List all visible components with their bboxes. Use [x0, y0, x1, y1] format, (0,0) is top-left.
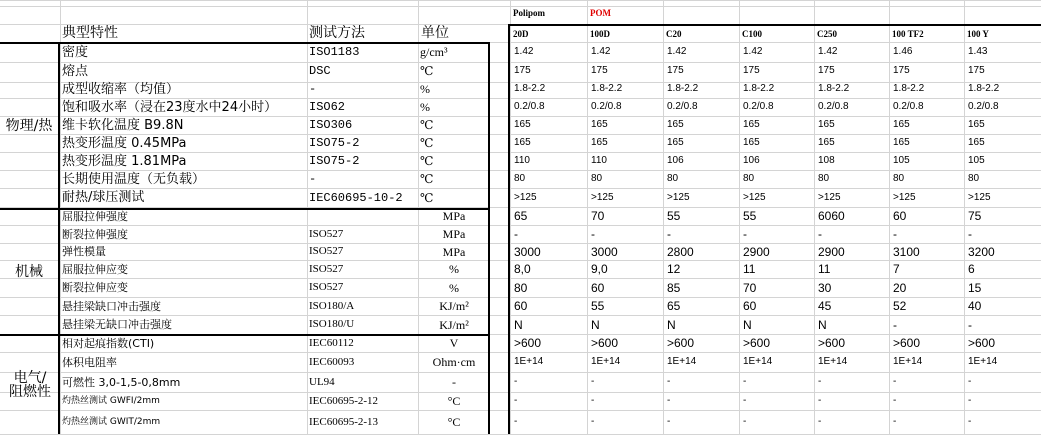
value-cell[interactable]: 7 — [893, 262, 900, 276]
property-name-cell[interactable]: 耐热/球压测试 — [62, 190, 145, 205]
brand-polipom-label: Polipom — [513, 7, 546, 18]
value-cell[interactable]: 1.8-2.2 — [818, 83, 850, 94]
brand-pom-label: POM — [590, 7, 611, 18]
test-method-cell[interactable]: IEC60695-10-2 — [309, 190, 403, 205]
value-cell[interactable]: 1E+14 — [591, 356, 621, 367]
value-cell[interactable]: 108 — [818, 155, 835, 166]
value-cell[interactable]: 1.8-2.2 — [743, 83, 775, 94]
value-cell[interactable]: 20 — [893, 280, 907, 295]
value-cell[interactable]: - — [968, 317, 972, 332]
property-name-cell[interactable]: 热变形温度 1.81MPa — [62, 153, 187, 169]
value-cell[interactable]: >600 — [743, 336, 771, 350]
value-cell[interactable]: - — [667, 227, 671, 241]
test-method-cell[interactable]: UL94 — [309, 375, 335, 388]
test-method-cell[interactable]: - — [309, 82, 317, 96]
value-cell[interactable]: 1E+14 — [968, 356, 998, 367]
grade-header: 100 TF2 — [892, 28, 924, 39]
value-cell[interactable]: 12 — [667, 262, 681, 276]
section-label-mechanical: 机械 — [15, 264, 43, 280]
value-cell[interactable]: >600 — [968, 336, 996, 350]
unit-cell[interactable]: % — [420, 82, 430, 96]
property-name-cell[interactable]: 相对起痕指数(CTI) — [62, 336, 155, 350]
value-cell[interactable]: 15 — [968, 280, 982, 295]
value-cell[interactable]: 40 — [968, 299, 982, 313]
value-cell[interactable]: 0.2/0.8 — [743, 101, 774, 112]
value-cell[interactable]: >600 — [591, 336, 619, 350]
value-cell[interactable]: 1E+14 — [743, 356, 773, 367]
value-cell[interactable]: - — [968, 416, 972, 427]
value-cell[interactable]: 175 — [667, 65, 684, 76]
value-cell[interactable]: - — [818, 227, 822, 241]
value-cell[interactable]: - — [968, 395, 972, 406]
property-name-cell[interactable]: 弹性模量 — [62, 245, 106, 258]
value-cell[interactable]: - — [818, 376, 822, 387]
value-cell[interactable]: - — [667, 416, 671, 427]
value-cell[interactable]: >125 — [743, 191, 766, 203]
grade-area-left-border — [508, 24, 510, 434]
value-cell[interactable]: >125 — [893, 191, 916, 203]
value-cell[interactable]: 3100 — [893, 244, 920, 259]
value-cell[interactable]: - — [818, 395, 822, 406]
grade-header: 100D — [590, 28, 610, 39]
value-cell[interactable]: >125 — [818, 191, 841, 203]
value-cell[interactable]: 2800 — [667, 244, 694, 259]
property-name-cell[interactable]: 饱和吸水率（浸在23度水中24小时） — [62, 99, 278, 115]
test-method-cell[interactable]: ISO180/A — [309, 299, 355, 312]
grade-header: 20D — [513, 28, 529, 39]
value-cell[interactable]: 60 — [893, 209, 907, 223]
value-cell[interactable]: 1.8-2.2 — [667, 83, 699, 94]
test-method-cell[interactable]: ISO62 — [309, 100, 346, 114]
value-cell[interactable]: N — [743, 317, 752, 332]
value-cell[interactable]: - — [514, 395, 518, 406]
unit-cell[interactable]: KJ/m² — [439, 317, 469, 332]
value-cell[interactable]: 0.2/0.8 — [514, 101, 545, 112]
value-cell[interactable]: - — [893, 376, 897, 387]
value-cell[interactable]: >125 — [514, 191, 537, 203]
property-name-cell[interactable]: 熔点 — [62, 63, 89, 79]
value-cell[interactable]: - — [514, 227, 518, 241]
value-cell[interactable]: - — [968, 376, 972, 387]
property-name-cell[interactable]: 灼热丝测试 GWFI/2mm — [62, 395, 160, 406]
value-cell[interactable]: 165 — [818, 137, 835, 148]
value-cell[interactable]: 1.43 — [968, 46, 988, 57]
value-cell[interactable]: 1.42 — [743, 46, 763, 57]
value-cell[interactable]: - — [743, 376, 747, 387]
value-cell[interactable]: 65 — [667, 299, 681, 313]
value-cell[interactable]: >600 — [667, 336, 695, 350]
value-cell[interactable]: - — [667, 395, 671, 406]
property-name-cell[interactable]: 密度 — [62, 44, 89, 60]
test-method-cell[interactable]: IEC60695-2-13 — [309, 415, 379, 428]
property-name-cell[interactable]: 屈服拉伸强度 — [62, 209, 128, 223]
value-cell[interactable]: 105 — [968, 155, 985, 166]
value-cell[interactable]: 11 — [743, 262, 756, 276]
value-cell[interactable]: 165 — [968, 119, 985, 130]
unit-cell[interactable]: % — [449, 262, 459, 276]
unit-cell[interactable]: °C — [447, 415, 461, 429]
value-cell[interactable]: 106 — [743, 155, 760, 166]
value-cell[interactable]: 165 — [818, 119, 835, 130]
value-cell[interactable]: - — [743, 395, 747, 406]
value-cell[interactable]: 55 — [743, 209, 757, 223]
value-cell[interactable]: 165 — [591, 137, 608, 148]
value-cell[interactable]: - — [743, 227, 747, 241]
value-cell[interactable]: >125 — [968, 191, 991, 203]
test-method-cell[interactable]: IEC60695-2-12 — [309, 394, 379, 407]
test-method-cell[interactable]: - — [309, 172, 317, 186]
value-cell[interactable]: 165 — [591, 119, 608, 130]
unit-cell[interactable]: KJ/m² — [439, 299, 469, 313]
value-cell[interactable]: 75 — [968, 209, 982, 223]
value-cell[interactable]: 60 — [591, 280, 605, 295]
test-method-cell[interactable]: ISO306 — [309, 118, 353, 132]
value-cell[interactable]: 105 — [893, 155, 910, 166]
value-cell[interactable]: 1E+14 — [893, 356, 923, 367]
property-name-cell[interactable]: 屈服拉伸应变 — [62, 262, 128, 276]
column-header-property: 典型特性 — [62, 25, 118, 41]
value-cell[interactable]: 1.42 — [667, 46, 687, 57]
value-cell[interactable]: 0.2/0.8 — [818, 101, 849, 112]
value-cell[interactable]: 110 — [514, 155, 530, 166]
value-cell[interactable]: - — [591, 227, 595, 241]
value-cell[interactable]: 11 — [818, 262, 831, 276]
value-cell[interactable]: 0.2/0.8 — [667, 101, 698, 112]
value-cell[interactable]: 1E+14 — [514, 356, 544, 367]
test-method-cell[interactable]: ISO75-2 — [309, 136, 360, 150]
unit-cell[interactable]: MPa — [442, 227, 466, 241]
value-cell[interactable]: N — [514, 317, 523, 332]
value-cell[interactable]: 45 — [818, 299, 832, 313]
value-cell[interactable]: 80 — [818, 173, 830, 184]
unit-cell[interactable]: MPa — [442, 209, 466, 223]
test-method-cell[interactable]: IEC60112 — [309, 336, 354, 349]
value-cell[interactable]: 1E+14 — [667, 356, 697, 367]
unit-cell[interactable]: % — [449, 280, 459, 295]
value-cell[interactable]: 175 — [818, 65, 835, 76]
value-cell[interactable]: - — [893, 416, 897, 427]
grade-header: C20 — [666, 28, 682, 39]
test-method-cell[interactable]: DSC — [309, 64, 331, 78]
value-cell[interactable]: 1.8-2.2 — [968, 83, 1000, 94]
value-cell[interactable]: 80 — [968, 173, 980, 184]
value-cell[interactable]: 1.8-2.2 — [893, 83, 925, 94]
value-cell[interactable]: 1.42 — [818, 46, 838, 57]
property-name-cell[interactable]: 热变形温度 0.45MPa — [62, 135, 187, 151]
value-cell[interactable]: 80 — [743, 173, 755, 184]
value-cell[interactable]: 2900 — [818, 244, 845, 259]
property-name-cell[interactable]: 悬挂梁无缺口冲击强度 — [62, 318, 172, 331]
property-name-cell[interactable]: 长期使用温度（无负载） — [62, 171, 206, 187]
value-cell[interactable]: 80 — [514, 173, 526, 184]
value-cell[interactable]: 165 — [667, 137, 684, 148]
value-cell[interactable]: 9,0 — [591, 262, 608, 276]
value-cell[interactable]: 2900 — [743, 244, 770, 259]
test-method-cell[interactable] — [309, 207, 417, 225]
value-cell[interactable]: 55 — [667, 209, 681, 223]
value-cell[interactable]: - — [591, 376, 595, 387]
value-cell[interactable]: >125 — [667, 191, 690, 203]
value-cell[interactable]: 60 — [743, 299, 757, 313]
value-cell[interactable]: - — [591, 416, 595, 427]
unit-cell[interactable]: Ohm·cm — [432, 355, 476, 369]
value-cell[interactable]: 1.42 — [591, 46, 611, 57]
value-cell[interactable]: N — [591, 317, 600, 332]
value-cell[interactable]: 3000 — [591, 244, 618, 259]
grid-col-line — [418, 0, 419, 434]
value-cell[interactable]: 175 — [968, 65, 985, 76]
value-cell[interactable]: - — [893, 395, 897, 406]
test-method-cell[interactable]: IEC60093 — [309, 355, 355, 368]
value-cell[interactable]: 3000 — [514, 244, 541, 259]
unit-cell[interactable]: ℃ — [420, 172, 434, 186]
value-cell[interactable]: >600 — [514, 336, 542, 350]
value-cell[interactable]: - — [893, 227, 897, 241]
value-cell[interactable]: 55 — [591, 299, 605, 313]
section-col-border — [58, 42, 60, 434]
property-name-cell[interactable]: 悬挂梁缺口冲击强度 — [62, 299, 161, 313]
unit-cell[interactable]: ℃ — [420, 136, 434, 150]
value-cell[interactable]: - — [514, 416, 518, 427]
value-cell[interactable]: 175 — [893, 65, 910, 76]
value-cell[interactable]: 70 — [743, 280, 757, 295]
column-header-method: 测试方法 — [309, 25, 365, 41]
value-cell[interactable]: >600 — [818, 336, 846, 350]
test-method-cell[interactable]: ISO527 — [309, 262, 344, 275]
test-method-cell[interactable]: ISO75-2 — [309, 154, 360, 168]
value-cell[interactable]: 1.8-2.2 — [591, 83, 623, 94]
grade-header: C100 — [742, 28, 762, 39]
value-cell[interactable]: 165 — [514, 137, 531, 148]
value-cell[interactable]: 85 — [667, 280, 681, 295]
value-cell[interactable]: 80 — [893, 173, 905, 184]
value-cell[interactable]: 60 — [514, 299, 528, 313]
value-cell[interactable]: 0.2/0.8 — [591, 101, 622, 112]
value-cell[interactable]: 65 — [514, 209, 528, 223]
grid-row-line — [0, 0, 1041, 1]
value-cell[interactable]: - — [667, 376, 671, 387]
property-name-cell[interactable]: 成型收缩率（均值） — [62, 81, 180, 97]
grade-header: 100 Y — [967, 28, 989, 39]
unit-cell[interactable]: % — [420, 100, 430, 114]
value-cell[interactable]: 165 — [667, 119, 684, 130]
value-cell[interactable]: 0.2/0.8 — [893, 101, 924, 112]
value-cell[interactable]: 80 — [667, 173, 679, 184]
grid-col-line — [307, 0, 308, 434]
value-cell[interactable]: 165 — [514, 119, 531, 130]
test-method-cell[interactable]: ISO527 — [309, 245, 344, 257]
property-name-cell[interactable]: 断裂拉伸强度 — [62, 227, 128, 241]
unit-cell[interactable]: ℃ — [420, 64, 434, 78]
unit-cell[interactable]: ℃ — [420, 190, 434, 205]
value-cell[interactable]: 1.42 — [514, 46, 534, 57]
value-cell[interactable]: 165 — [893, 119, 910, 130]
value-cell[interactable]: 165 — [743, 137, 760, 148]
value-cell[interactable]: N — [818, 317, 827, 332]
value-cell[interactable]: 1.46 — [893, 46, 913, 57]
value-cell[interactable]: 165 — [743, 119, 760, 130]
value-cell[interactable]: 106 — [667, 155, 684, 166]
unit-cell[interactable]: V — [449, 336, 459, 350]
value-cell[interactable]: 80 — [591, 173, 603, 184]
value-cell[interactable]: >600 — [893, 336, 921, 350]
value-cell[interactable]: 6060 — [818, 209, 845, 223]
section-label-physical: 物理/热 — [5, 118, 53, 134]
section-label-electrical: 电气/阻燃性 — [9, 370, 51, 400]
property-name-cell[interactable]: 可燃性 3,0-1,5-0,8mm — [62, 375, 181, 389]
unit-cell[interactable]: ℃ — [420, 154, 434, 168]
unit-cell[interactable]: °C — [447, 394, 461, 408]
test-method-cell[interactable]: ISO180/U — [309, 318, 355, 330]
value-cell[interactable]: 1E+14 — [818, 356, 848, 367]
left-table-right-border — [488, 42, 490, 434]
value-cell[interactable]: 175 — [591, 65, 608, 76]
value-cell[interactable]: - — [818, 416, 822, 427]
value-cell[interactable]: 175 — [514, 65, 531, 76]
value-cell[interactable]: 30 — [818, 280, 832, 295]
unit-cell[interactable]: MPa — [442, 244, 466, 259]
value-cell[interactable]: - — [591, 395, 595, 406]
value-cell[interactable]: 3200 — [968, 244, 995, 259]
value-cell[interactable]: 6 — [968, 262, 975, 276]
property-name-cell[interactable]: 体积电阻率 — [62, 355, 117, 369]
value-cell[interactable]: N — [667, 317, 676, 332]
value-cell[interactable]: 165 — [893, 137, 910, 148]
unit-cell[interactable]: g/cm³ — [420, 45, 448, 59]
value-cell[interactable]: - — [743, 416, 747, 427]
value-cell[interactable]: - — [514, 376, 518, 387]
test-method-cell[interactable]: ISO1183 — [309, 45, 360, 59]
column-header-unit: 单位 — [421, 25, 449, 41]
value-cell[interactable]: 8,0 — [514, 262, 531, 276]
value-cell[interactable]: 70 — [591, 209, 605, 223]
grade-header: C250 — [817, 28, 837, 39]
test-method-cell[interactable]: ISO527 — [309, 281, 344, 293]
property-name-cell[interactable]: 灼热丝测试 GWIT/2mm — [62, 416, 161, 427]
value-cell[interactable]: 80 — [514, 280, 528, 295]
value-cell[interactable]: 52 — [893, 299, 907, 313]
property-name-cell[interactable]: 维卡软化温度 B9.8N — [62, 117, 184, 133]
test-method-cell[interactable]: ISO527 — [309, 227, 344, 240]
value-cell[interactable]: 1.8-2.2 — [514, 83, 546, 94]
unit-cell[interactable]: ℃ — [420, 118, 434, 132]
value-cell[interactable]: 110 — [591, 155, 607, 166]
value-cell[interactable]: >125 — [591, 191, 614, 203]
value-cell[interactable]: 165 — [968, 137, 985, 148]
value-cell[interactable]: - — [893, 317, 897, 332]
property-name-cell[interactable]: 断裂拉伸应变 — [62, 281, 128, 294]
value-cell[interactable]: - — [968, 227, 972, 241]
grid-col-line — [60, 0, 61, 434]
value-cell[interactable]: 0.2/0.8 — [968, 101, 999, 112]
value-cell[interactable]: 175 — [743, 65, 760, 76]
unit-cell[interactable]: - — [452, 375, 456, 389]
